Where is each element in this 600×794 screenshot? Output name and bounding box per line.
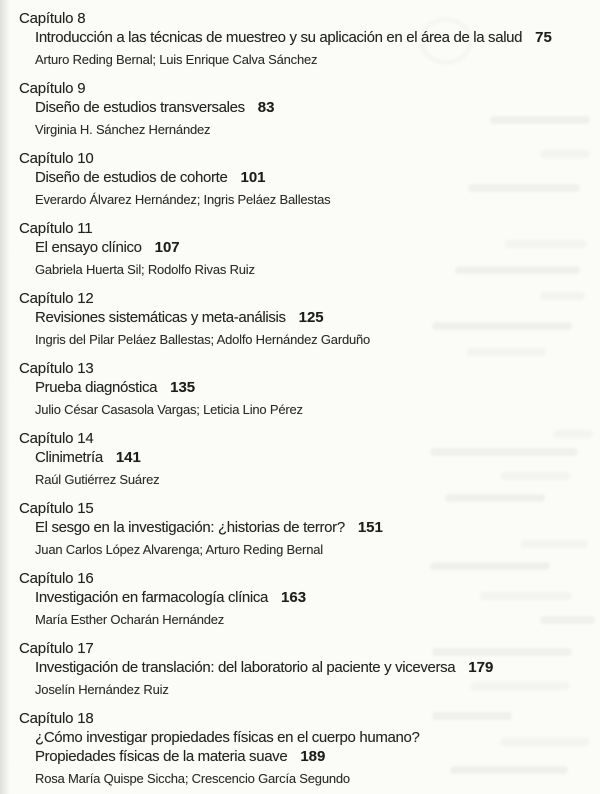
chapter-label: Capítulo 10 [19,150,94,167]
chapter-label: Capítulo 12 [19,290,94,307]
chapter-title: El sesgo en la investigación: ¿historias de terror? [35,519,345,536]
chapter-title: Revisiones sistemáticas y meta-análisis [35,309,286,326]
chapter-label: Capítulo 15 [19,500,94,517]
chapter-title-continued: Propiedades físicas de la materia suave [35,748,288,765]
chapter-label: Capítulo 13 [19,360,94,377]
chapter-title-line [35,588,594,607]
chapter-label: Capítulo 8 [19,10,86,27]
chapter-title: Diseño de estudios transversales [35,99,245,116]
chapter-title: Investigación en farmacología clínica [35,589,269,606]
toc-entry-capitulo-11 [19,219,594,278]
chapter-page-number: 107 [154,239,180,256]
chapter-page-number: 83 [257,99,275,116]
toc-entry-capitulo-18 [19,709,594,787]
toc-entry-capitulo-9 [19,79,594,138]
chapter-page-number: 75 [535,29,552,46]
chapter-authors: María Esther Ocharán Hernández [35,612,225,627]
chapter-authors: Virginia H. Sánchez Hernández [35,122,211,137]
chapter-title-line-2 [35,747,594,766]
toc-entry-capitulo-16 [19,569,594,628]
chapter-authors: Everardo Álvarez Hernández; Ingris Peláez Ballestas [35,192,331,207]
chapter-label: Capítulo 14 [19,430,94,447]
toc-entry-capitulo-13 [19,359,594,418]
chapter-page-number: 163 [281,589,307,606]
chapter-page-number: 135 [170,379,196,396]
chapter-title: Diseño de estudios de cohorte [35,169,228,186]
chapter-title: El ensayo clínico [35,239,142,256]
chapter-title: Clinimetría [35,449,103,466]
chapter-title-line [35,448,594,467]
chapter-title: Prueba diagnóstica [35,379,158,396]
chapter-page-number: 151 [357,519,383,536]
chapter-page-number: 179 [468,659,494,676]
chapter-title-line [35,658,594,677]
chapter-authors: Rosa María Quispe Siccha; Crescencio García Segundo [35,771,350,786]
chapter-title-line [35,308,594,327]
chapter-title-line [35,238,594,257]
chapter-label: Capítulo 17 [19,640,94,657]
chapter-title: Introducción a las técnicas de muestreo y su aplicación en el área de la salud [35,29,523,46]
chapter-title-line-1 [35,728,594,747]
toc-entry-capitulo-14 [19,429,594,488]
chapter-label: Capítulo 9 [19,80,86,97]
chapter-authors: Julio César Casasola Vargas; Leticia Lino Pérez [35,402,303,417]
chapter-label: Capítulo 11 [19,220,93,237]
chapter-title-line [35,98,594,117]
chapter-title-line [35,518,594,537]
chapter-title-line [35,168,594,187]
chapter-page-number: 189 [300,748,326,765]
chapter-label: Capítulo 18 [19,710,94,727]
toc-entry-capitulo-12 [19,289,594,348]
chapter-authors: Gabriela Huerta Sil; Rodolfo Rivas Ruiz [35,262,255,277]
chapter-authors: Joselín Hernández Ruiz [35,682,169,697]
chapter-title-line [35,378,594,397]
chapter-authors: Ingris del Pilar Peláez Ballestas; Adolfo Hernández Garduño [35,332,371,347]
toc-entry-capitulo-15 [19,499,594,558]
toc-entry-capitulo-17 [19,639,594,698]
chapter-title: Investigación de translación: del laboratorio al paciente y viceversa [35,659,456,676]
chapter-title-line [35,28,594,47]
toc-entry-capitulo-10 [19,149,594,208]
chapter-authors: Juan Carlos López Alvarenga; Arturo Reding Bernal [35,542,323,557]
chapter-title: ¿Cómo investigar propiedades físicas en el cuerpo humano? [35,729,420,746]
toc-entry-capitulo-8 [19,9,594,68]
chapter-page-number: 141 [115,449,141,466]
chapter-page-number: 101 [240,169,266,186]
chapter-label: Capítulo 16 [19,570,94,587]
chapter-authors: Raúl Gutiérrez Suárez [35,472,160,487]
chapter-authors: Arturo Reding Bernal; Luis Enrique Calva Sánchez [35,52,318,67]
chapter-page-number: 125 [298,309,324,326]
